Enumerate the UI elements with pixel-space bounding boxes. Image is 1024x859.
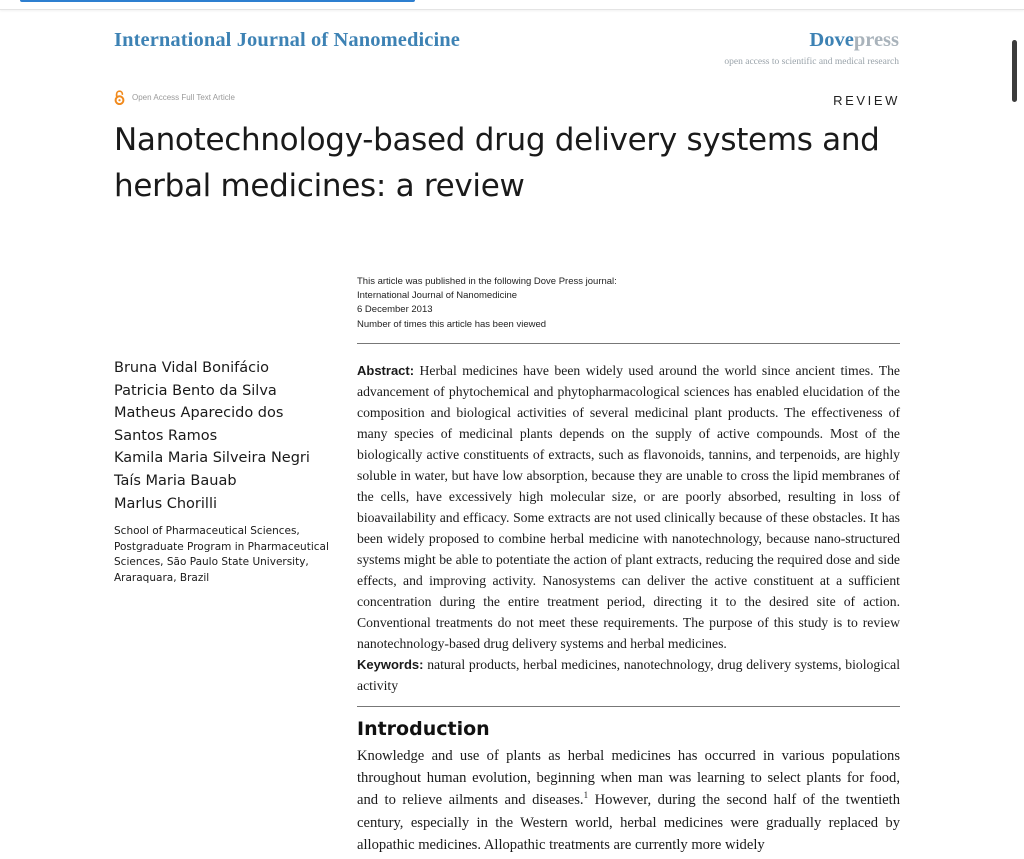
dovepress-logo [809,29,899,52]
publication-info [357,275,617,332]
intro-text-continued: However, during the second half of the twentieth century, especially in the Western world, herbal medicines were gradually replaced by allopathic medicines. Allopathic treatments are currently more widely [357,792,900,853]
abstract-paragraph [357,360,900,654]
article-type: REVIEW [833,93,900,108]
author-affiliation: School of Pharmaceutical Sciences, Postgraduate Program in Pharmaceutical Sciences, São Paulo State University, Araraquara, Brazil [114,525,329,584]
keywords-label: Keywords: [357,657,424,672]
author: Taís Maria Bauab [114,472,237,489]
introduction-heading: Introduction [357,718,490,740]
article-title: Nanotechnology-based drug delivery systems and herbal medicines: a review [114,122,880,204]
pub-info-journal[interactable]: International Journal of Nanomedicine [357,290,518,302]
journal-name: International Journal of Nanomedicine [114,29,460,51]
brand-tagline: open access to scientific and medical research [724,57,899,67]
keywords-paragraph [357,654,900,696]
brand-press: press [853,29,899,51]
divider [357,706,900,707]
reading-progress-bar [20,0,415,2]
pub-info-views: Number of times this article has been viewed [357,318,547,330]
introduction-paragraph [357,745,900,856]
author: Patricia Bento da Silva [114,382,277,399]
open-access-label: Open Access Full Text Article [132,93,236,102]
brand-dove: Dove [809,29,854,51]
keywords-text: natural products, herbal medicines, nanotechnology, drug delivery systems, biological activity [357,657,900,693]
abstract-text: Herbal medicines have been widely used around the world since ancient times. The advancement of phytochemical and phytopharmacological sciences has enabled elucidation of the composition and biological activities of several medicinal plant products. The effectiveness of many species of medicinal plants depends on the supply of active compounds. Most of the biologically active constituents of extracts, such as flavonoids, tannins, and terpenoids, are highly soluble in water, but have low absorption, because they are unable to cross the lipid membranes of the cells, have excessively high molecular size, or are poorly absorbed, resulting in loss of bioavailability and efficacy. Some extracts are not used clinically because of these obstacles. It has been widely proposed to combine herbal medicine with nanotechnology, because nano-structured systems might be able to potentiate the action of plant extracts, reducing the required dose and side effects, and improving activity. Nanosystems can deliver the active constituent at a sufficient concentration during the entire treatment period, directing it to the desired site of action. Conventional treatments do not meet these requirements. The purpose of this study is to review nanotechnology-based drug delivery systems and herbal medicines. [357,363,901,651]
author: Santos Ramos [114,427,218,444]
abstract [357,360,900,696]
open-access-badge [114,90,235,105]
browser-top-bar [0,0,1024,10]
citation-reference[interactable]: 1 [583,790,589,801]
intro-text: Knowledge and use of plants as herbal medicines has occurred in various populations throughout human evolution, beginning when man was learning to select plants for food, and to relieve ailments and diseases. [357,748,900,809]
author: Matheus Aparecido dos [114,405,284,422]
scrollbar-thumb[interactable] [1012,40,1017,102]
abstract-label: Abstract: [357,363,415,378]
pub-info-line: This article was published in the following Dove Press journal: [357,276,617,287]
author-list [114,357,339,515]
author: Marlus Chorilli [114,495,218,512]
open-access-lock-icon [114,90,125,105]
author: Kamila Maria Silveira Negri [114,450,310,467]
divider [357,343,900,344]
pub-info-date: 6 December 2013 [357,304,433,316]
author: Bruna Vidal Bonifácio [114,360,270,376]
